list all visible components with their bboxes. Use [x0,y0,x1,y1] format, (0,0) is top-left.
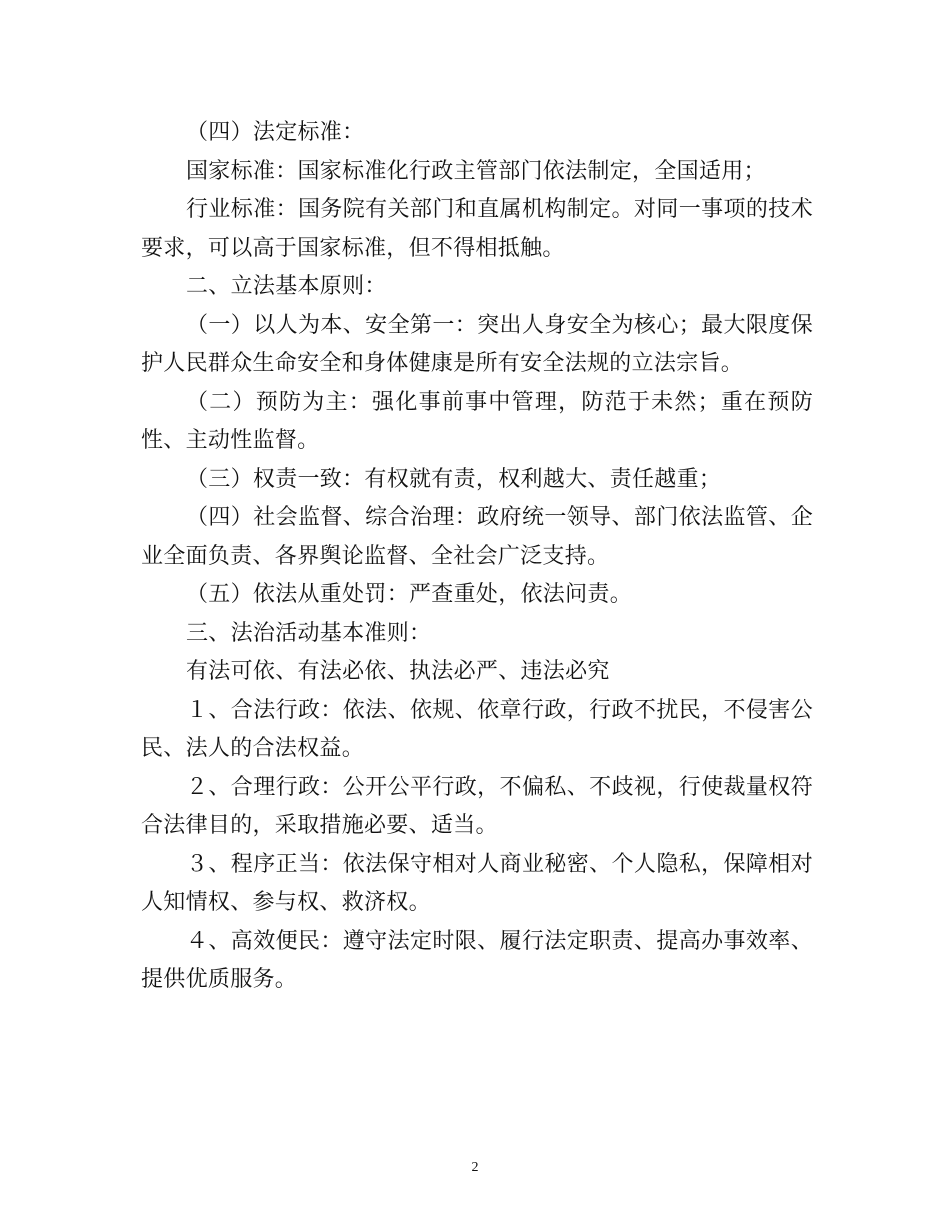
paragraph-reasonable-administration: ２、合理行政：公开公平行政，不偏私、不歧视，行使裁量权符合法律目的，采取措施必要、适当。 [141,774,813,838]
paragraph-national-standard: 国家标准：国家标准化行政主管部门依法制定，全国适用； [186,158,766,184]
paragraph-due-process: ３、程序正当：依法保守相对人商业秘密、个人隐私，保障相对人知情权、参与权、救济权。 [141,851,813,915]
paragraph-social-supervision: （四）社会监督、综合治理：政府统一领导、部门依法监管、企业全面负责、各界舆论监督、全社会广泛支持。 [141,505,813,569]
paragraph-rule-of-law-motto: 有法可依、有法必依、执法必严、违法必究 [186,659,610,684]
paragraph-industry-standard: 行业标准：国务院有关部门和直属机构制定。对同一事项的技术要求，可以高于国家标准，但不得相抵触。 [141,197,813,261]
heading-legislative-principles: 二、立法基本原则： [186,274,387,299]
document-body [141,114,813,1000]
heading-rule-of-law-guidelines: 三、法治活动基本准则： [186,620,432,646]
paragraph-strict-punishment: （五）依法从重处罚：严查重处，依法问责。 [186,582,633,607]
paragraph-prevention-first: （二）预防为主：强化事前事中管理，防范于未然；重在预防性、主动性监督。 [141,389,813,453]
paragraph-rights-responsibilities: （三）权责一致：有权就有责，权利越大、责任越重； [186,466,722,492]
heading-statutory-standards: （四）法定标准： [186,120,365,145]
page-number: 2 [471,1160,479,1175]
paragraph-people-oriented: （一）以人为本、安全第一：突出人身安全为核心；最大限度保护人民群众生命安全和身体健康是所有安全法规的立法宗旨。 [141,312,813,376]
paragraph-lawful-administration: １、合法行政：依法、依规、依章行政，行政不扰民，不侵害公民、法人的合法权益。 [141,697,813,761]
paragraph-efficient-service: ４、高效便民：遵守法定时限、履行法定职责、提高办事效率、提供优质服务。 [141,928,813,992]
